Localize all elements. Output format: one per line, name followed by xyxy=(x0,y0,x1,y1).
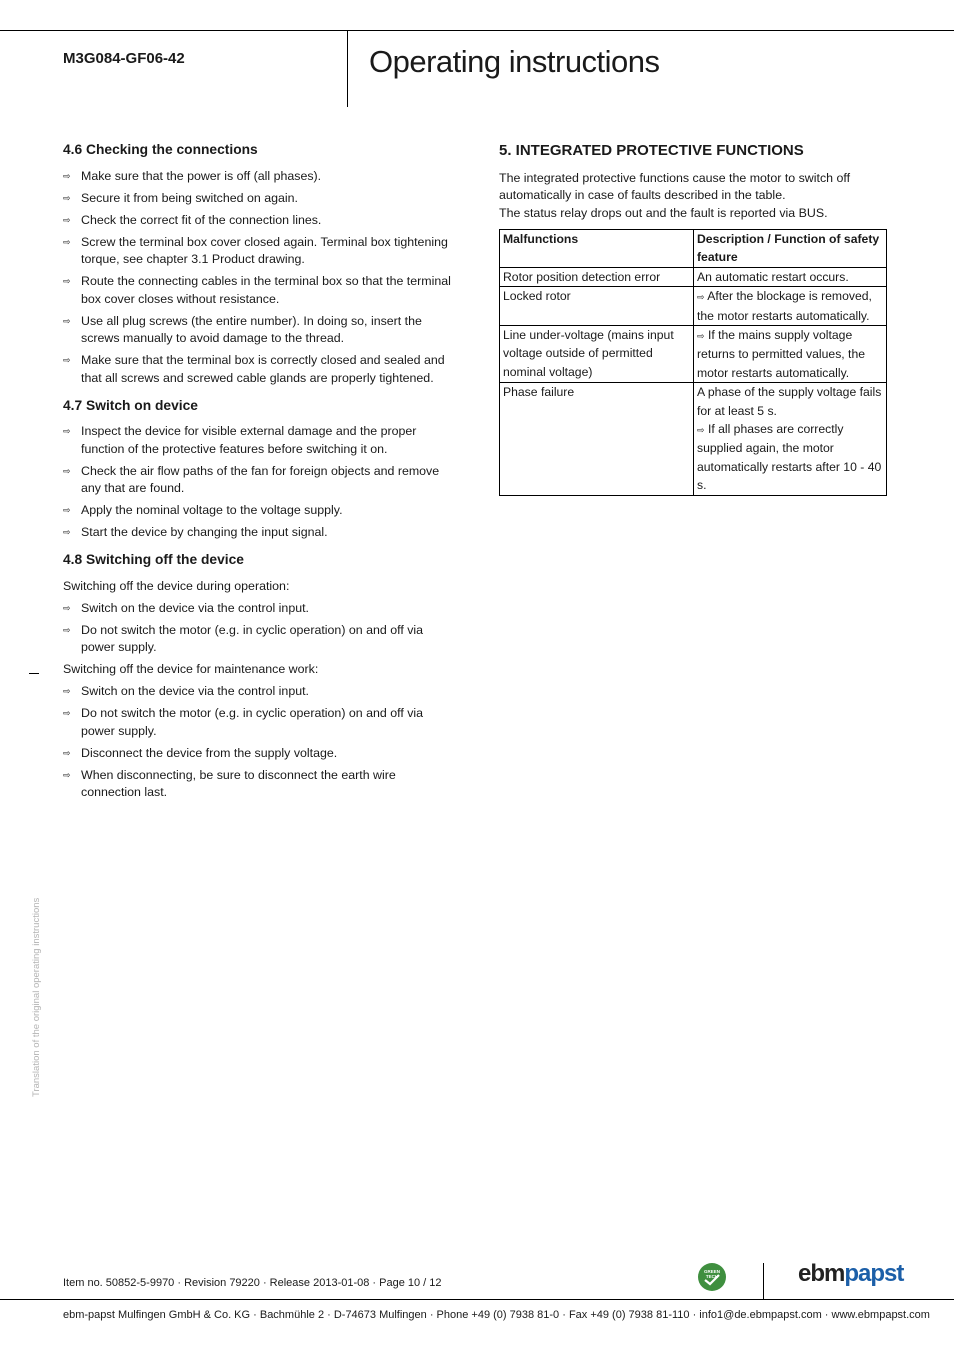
list-item: ⇨ Screw the terminal box cover closed again. Terminal box tightening torque, see chapter 3.1 Product drawing. xyxy=(63,234,448,266)
header-divider xyxy=(347,30,348,107)
arrow-icon: ⇨ xyxy=(63,708,71,718)
arrow-icon: ⇨ xyxy=(697,331,705,342)
malfunction-cell: Locked rotor xyxy=(500,287,694,326)
list-checking-connections xyxy=(63,168,453,388)
arrow-icon: ⇨ xyxy=(63,355,71,365)
maintenance-intro: Switching off the device for maintenance work: xyxy=(63,662,319,676)
left-column xyxy=(63,141,453,806)
arrow-icon: ⇨ xyxy=(697,292,705,303)
arrow-icon: ⇨ xyxy=(63,214,71,225)
arrow-icon: ⇨ xyxy=(63,747,71,758)
description-cell: An automatic restart occurs. xyxy=(694,267,887,286)
arrow-icon: ⇨ xyxy=(63,426,71,436)
table-row xyxy=(500,326,887,383)
arrow-icon: ⇨ xyxy=(697,425,705,436)
list-item: ⇨ Do not switch the motor (e.g. in cyclic operation) on and off via power supply. xyxy=(63,622,424,654)
document-title: Operating instructions xyxy=(369,44,660,79)
header-top-rule xyxy=(0,30,954,31)
list-item: ⇨ Secure it from being switched on again. xyxy=(63,190,453,208)
arrow-icon: ⇨ xyxy=(63,170,71,181)
section-heading-4-8: 4.8 Switching off the device xyxy=(63,552,244,567)
table-header-row xyxy=(500,230,887,268)
list-item: ⇨ Apply the nominal voltage to the voltage supply. xyxy=(63,502,453,520)
arrow-icon: ⇨ xyxy=(63,602,71,613)
table-row xyxy=(500,267,887,286)
logo-divider xyxy=(763,1263,764,1299)
list-item: ⇨ Disconnect the device from the supply voltage. xyxy=(63,745,453,763)
arrow-icon: ⇨ xyxy=(63,276,71,286)
malfunction-cell: Line under-voltage (mains input voltage outside of permitted nominal voltage) xyxy=(500,326,694,383)
section-heading-4-6: 4.6 Checking the connections xyxy=(63,142,258,157)
table-row xyxy=(500,383,887,495)
greentech-badge-icon: GREEN TECH xyxy=(698,1263,726,1291)
list-switch-off-maintenance xyxy=(63,683,453,802)
list-item: ⇨ Start the device by changing the input signal. xyxy=(63,524,453,542)
list-item: ⇨ Use all plug screws (the entire number). In doing so, insert the screws manually to avoid damage to the thread. xyxy=(63,313,422,345)
arrow-icon: ⇨ xyxy=(63,769,71,780)
list-item: ⇨ Inspect the device for visible external damage and the proper function of the protective features before switching it on. xyxy=(63,424,417,456)
list-item: ⇨ Do not switch the motor (e.g. in cyclic operation) on and off via power supply. xyxy=(63,706,424,738)
description-cell: ⇨ If the mains supply voltage returns to permitted values, the motor restarts automatically. xyxy=(694,326,887,383)
malfunction-cell: Phase failure xyxy=(500,383,694,495)
arrow-icon: ⇨ xyxy=(63,236,71,247)
header-malfunctions: Malfunctions xyxy=(500,230,694,268)
list-switch-on xyxy=(63,423,453,542)
operation-intro: Switching off the device during operation: xyxy=(63,578,290,593)
side-translation-note: Translation of the original operating instructions xyxy=(31,897,42,1097)
list-item: ⇨ Make sure that the terminal box is correctly closed and sealed and that all screws and screwed cable glands are properly tightened. xyxy=(63,353,445,385)
arrow-icon: ⇨ xyxy=(63,527,71,537)
section-heading-4-7: 4.7 Switch on device xyxy=(63,397,198,413)
model-number: M3G084-GF06-42 xyxy=(63,50,185,67)
list-item: ⇨ Check the air flow paths of the fan for foreign objects and remove any that are found. xyxy=(63,463,440,495)
footer-rule xyxy=(0,1299,954,1300)
margin-mark xyxy=(29,673,39,674)
item-info-line: Item no. 50852-5-9970 · Revision 79220 · Release 2013-01-08 · Page 10 / 12 xyxy=(63,1277,442,1289)
protective-intro xyxy=(499,170,889,223)
arrow-icon: ⇨ xyxy=(63,624,71,635)
list-item: ⇨ Check the correct fit of the connection lines. xyxy=(63,212,453,230)
list-item: ⇨ Switch on the device via the control input. xyxy=(63,683,453,701)
intro-line-1: The integrated protective functions cause the motor to switch off automatically in case of faults described in the table. xyxy=(499,170,851,202)
header-description: Description / Function of safety feature xyxy=(694,230,887,268)
list-item: ⇨ Route the connecting cables in the terminal box so that the terminal box cover closes without resistance. xyxy=(63,274,451,306)
list-switch-off-operation xyxy=(63,600,453,657)
company-address-line: ebm-papst Mulfingen GmbH & Co. KG · Bachmühle 2 · D-74673 Mulfingen · Phone +49 (0) 7938 81-0 · Fax +49 (0) 7938 81-110 · info1@de.ebmpapst.com · www.ebmpapst.com xyxy=(63,1309,930,1321)
intro-line-2: The status relay drops out and the fault is reported via BUS. xyxy=(499,205,828,220)
list-item: ⇨ Make sure that the power is off (all phases). xyxy=(63,168,453,186)
description-cell: A phase of the supply voltage fails for at least 5 s. ⇨ If all phases are correctly supplied again, the motor automatically restarts after 10 - 40 s. xyxy=(694,383,887,495)
arrow-icon: ⇨ xyxy=(63,505,71,515)
list-item: ⇨ When disconnecting, be sure to disconnect the earth wire connection last. xyxy=(63,767,396,799)
right-column xyxy=(499,141,889,496)
description-cell: ⇨ After the blockage is removed, the motor restarts automatically. xyxy=(694,287,887,326)
malfunction-cell: Rotor position detection error xyxy=(500,267,694,286)
ebmpapst-logo: ebmpapst xyxy=(798,1260,904,1287)
list-item: ⇨ Switch on the device via the control input. xyxy=(63,600,453,618)
arrow-icon: ⇨ xyxy=(63,192,71,203)
arrow-icon: ⇨ xyxy=(63,465,71,476)
section-heading-5: 5. INTEGRATED PROTECTIVE FUNCTIONS xyxy=(499,142,804,159)
malfunctions-table xyxy=(499,229,887,496)
table-row xyxy=(500,287,887,326)
arrow-icon: ⇨ xyxy=(63,686,71,696)
arrow-icon: ⇨ xyxy=(63,315,71,326)
